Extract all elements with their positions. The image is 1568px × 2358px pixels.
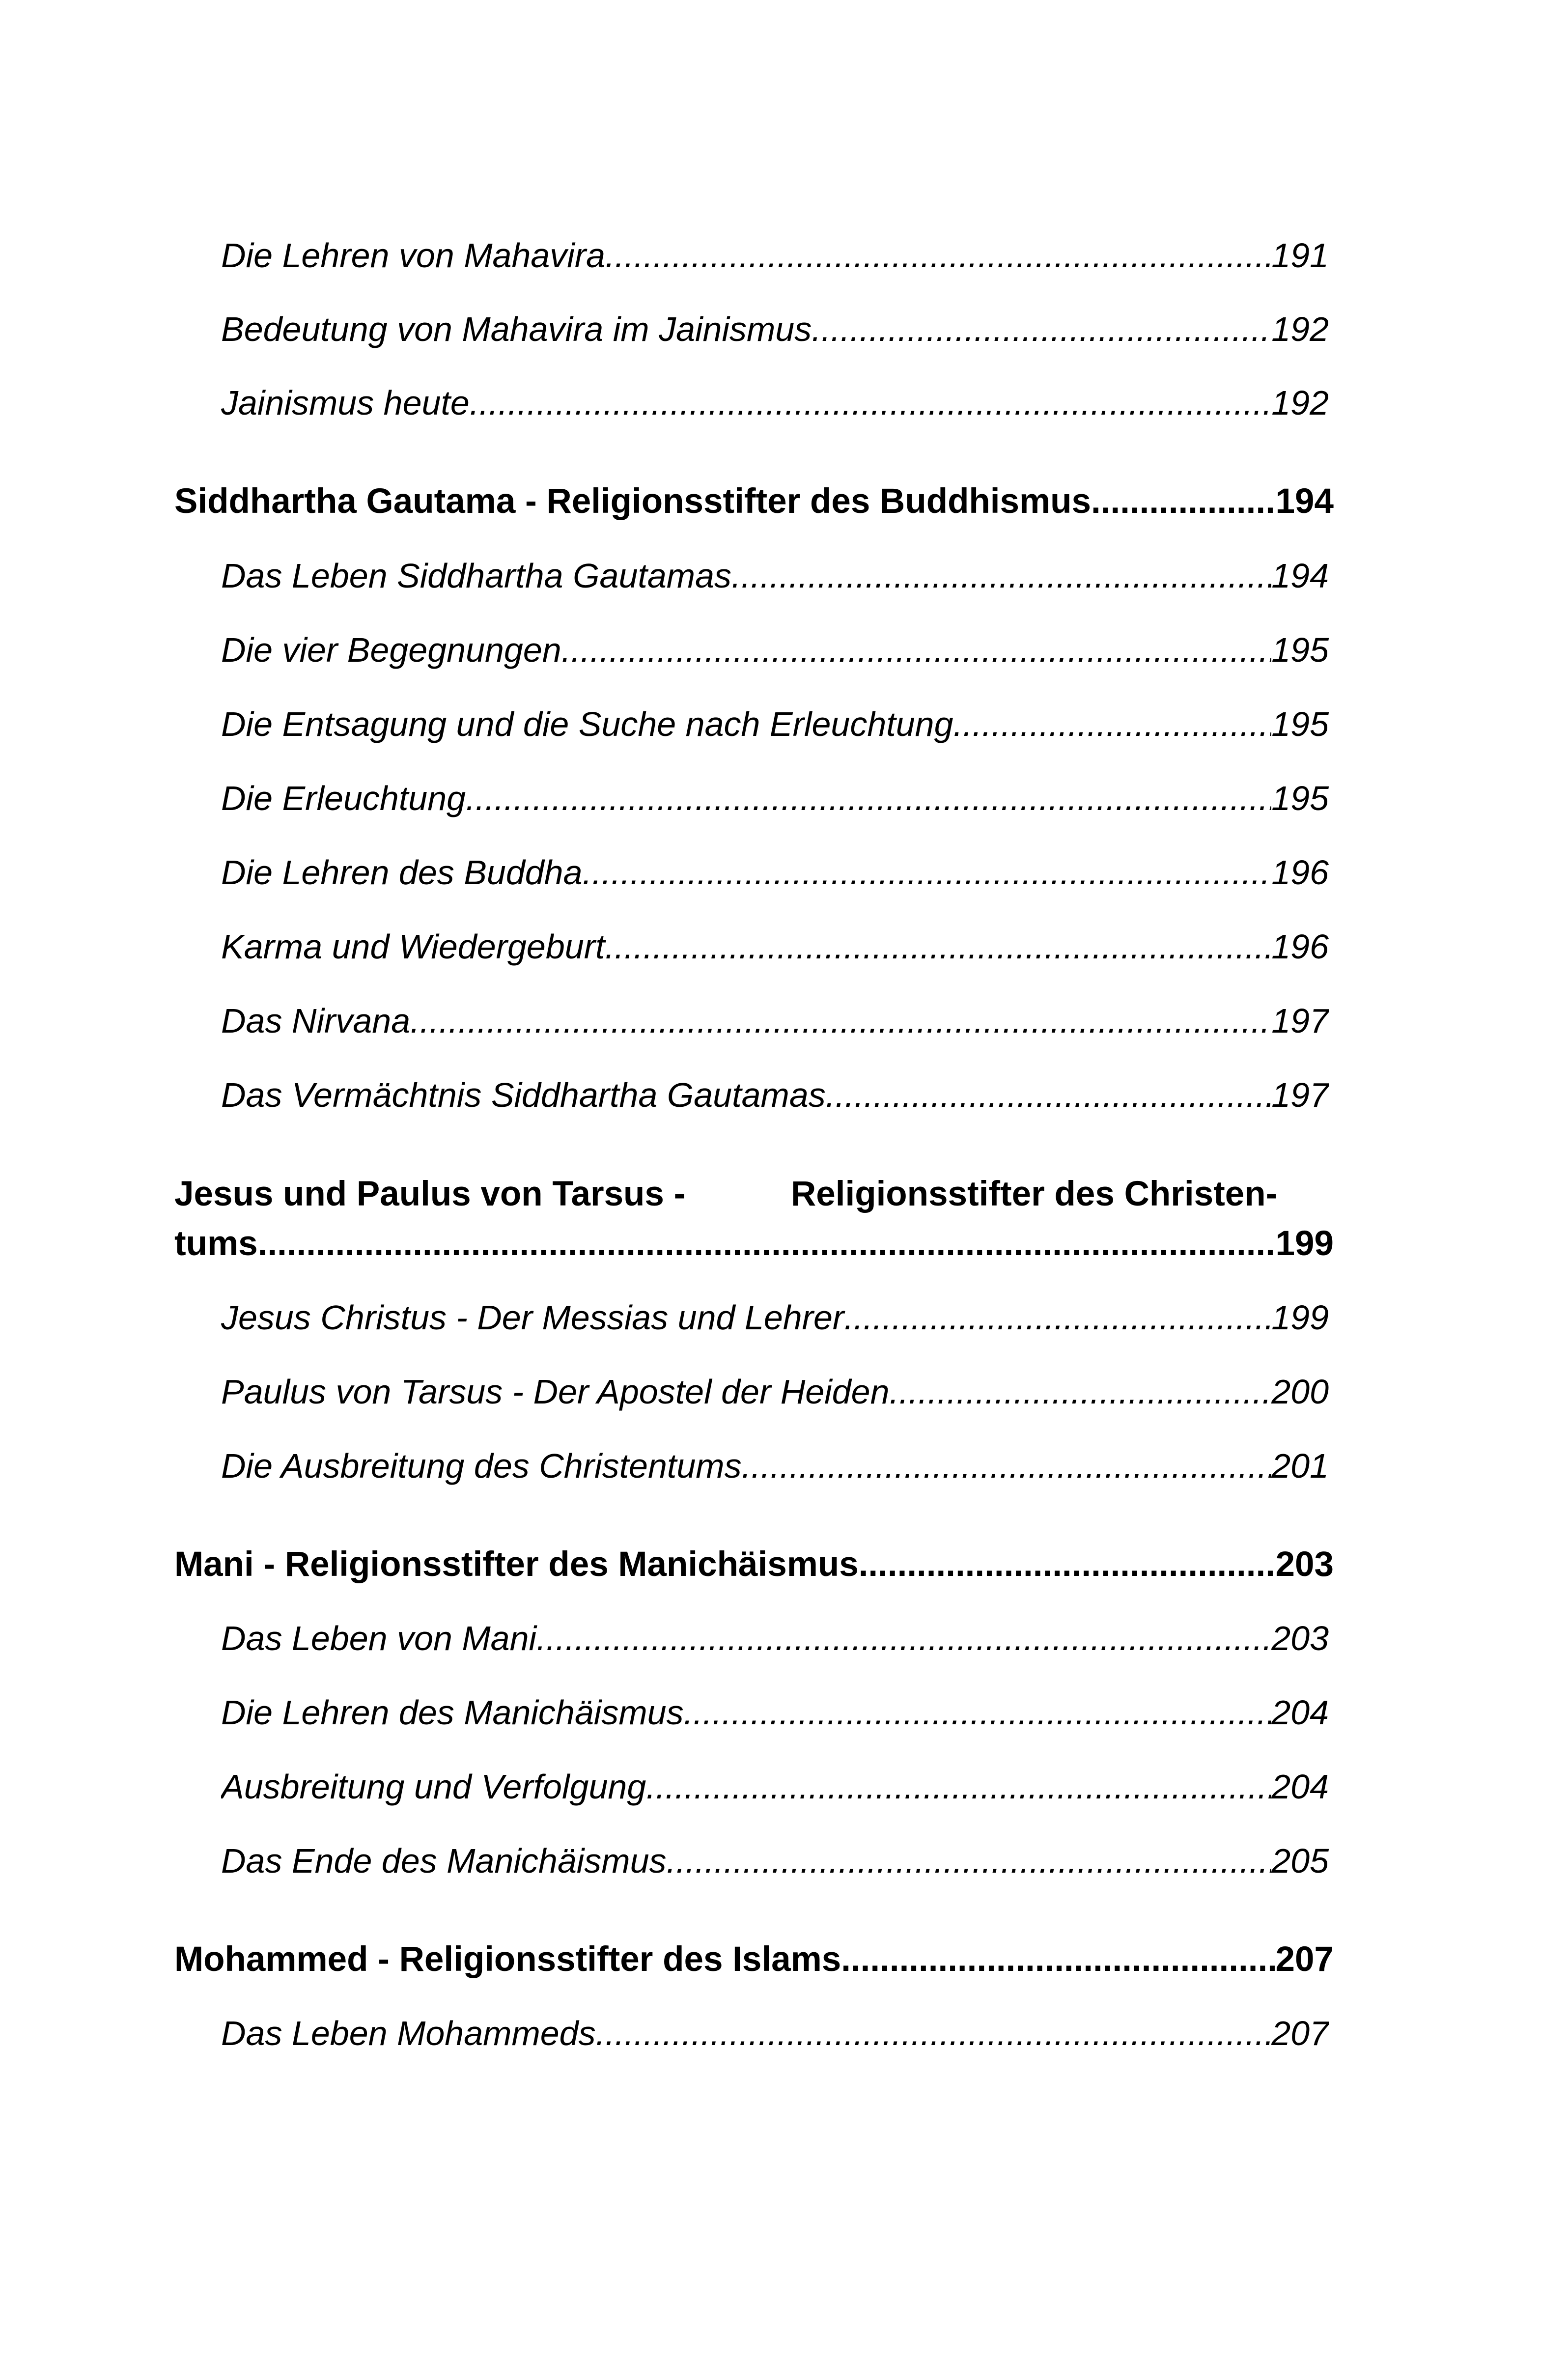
toc-entry-title: Die Lehren des Buddha [221,853,583,892]
toc-entry-title: Paulus von Tarsus - Der Apostel der Heiden [221,1373,890,1411]
toc-chapter [174,1223,1334,1264]
toc-entry-title: Ausbreitung und Verfolgung [221,1768,646,1806]
toc-chapter-title-part: Religionsstifter des Christen- [791,1175,1278,1213]
dot-leader [841,1938,1275,1980]
toc-page-number: 194 [1271,557,1329,595]
toc-chapter-first-line [174,1173,1334,1215]
dot-leader [466,778,1271,819]
toc-chapter [174,1938,1334,1980]
dot-leader [859,1544,1276,1585]
toc-entry-title: Jesus Christus - Der Messias und Lehrer [221,1298,844,1337]
toc-entry [221,2013,1329,2054]
toc-page-number: 207 [1275,1940,1334,1979]
toc-chapter [174,1544,1334,1585]
toc-entry [221,235,1329,276]
toc-page-number: 207 [1271,2014,1329,2052]
toc-chapter-title-part: Jesus und Paulus von Tarsus - [174,1175,686,1213]
toc-page-number: 204 [1271,1693,1329,1732]
toc-entry [221,1618,1329,1659]
dot-leader [605,235,1271,276]
toc-page-number: 196 [1271,853,1329,892]
toc-page-number: 191 [1271,236,1329,275]
toc-entry-title: Bedeutung von Mahavira im Jainismus [221,310,812,348]
dot-leader [470,382,1271,423]
toc-page-number: 192 [1271,310,1329,348]
toc-entry-title: Die vier Begegnungen [221,631,561,669]
toc-entry [221,926,1329,967]
dot-leader [684,1692,1272,1733]
dot-leader [667,1840,1272,1881]
toc-chapter-title: Mohammed - Religionsstifter des Islams [174,1940,841,1979]
toc-chapter [174,480,1334,522]
toc-entry-title: Das Vermächtnis Siddhartha Gautamas [221,1076,826,1114]
toc-page-number: 197 [1271,1002,1329,1040]
toc-entry-title: Das Nirvana [221,1002,411,1040]
dot-leader [605,926,1271,967]
toc-entry-title: Die Erleuchtung [221,779,466,817]
toc-entry [221,703,1329,745]
toc-entry-title: Jainismus heute [221,384,470,422]
toc-page-number: 204 [1271,1768,1329,1806]
toc-entry-title: Die Lehren des Manichäismus [221,1693,684,1732]
toc-page-number: 201 [1271,1447,1329,1485]
toc-chapter-title: Siddhartha Gautama - Religionsstifter des Buddhismus [174,482,1092,521]
toc-entry-title: Die Ausbreitung des Christentums [221,1447,742,1485]
dot-leader [844,1297,1271,1338]
toc-entry [221,309,1329,350]
dot-leader [890,1371,1272,1412]
toc-entry [221,382,1329,423]
toc-page-number: 199 [1275,1224,1334,1263]
toc-entry-title: Das Ende des Manichäismus [221,1842,667,1880]
toc-page-number: 203 [1271,1619,1329,1657]
dot-leader [812,309,1271,350]
dot-leader [953,703,1272,745]
toc-entry [221,629,1329,671]
dot-leader [596,2013,1272,2054]
toc-entry [221,555,1329,596]
dot-leader [646,1766,1271,1807]
dot-leader [742,1445,1272,1487]
dot-leader [561,629,1271,671]
toc-entry-title: Die Entsagung und die Suche nach Erleuchtung [221,705,953,743]
dot-leader [410,1000,1271,1041]
dot-leader [731,555,1271,596]
toc-entry [221,1371,1329,1412]
toc-entry [221,1000,1329,1041]
dot-leader [1091,480,1276,522]
toc-page-number: 195 [1271,705,1329,743]
dot-leader [258,1223,1276,1264]
dot-leader [826,1074,1271,1116]
toc-entry [221,1074,1329,1116]
toc-entry [221,1297,1329,1338]
toc-page-number: 195 [1271,779,1329,817]
toc-entry [221,1445,1329,1487]
toc-entry [221,778,1329,819]
toc-entry [221,1840,1329,1881]
toc-page-number: 195 [1271,631,1329,669]
toc-entry-title: Das Leben Siddhartha Gautamas [221,557,731,595]
toc-page-number: 194 [1275,482,1334,521]
toc-entry-title: Das Leben von Mani [221,1619,537,1657]
toc-page-number: 203 [1275,1545,1334,1584]
toc-entry [221,1692,1329,1733]
toc-entry [221,1766,1329,1807]
toc-chapter-title-part: tums [174,1224,258,1263]
toc-page-number: 199 [1271,1298,1329,1337]
toc-chapter-title: Mani - Religionsstifter des Manichäismus [174,1545,859,1584]
dot-leader [536,1618,1271,1659]
toc-entry-title: Karma und Wiedergeburt [221,927,605,966]
toc-entry [221,852,1329,893]
toc-entry-title: Die Lehren von Mahavira [221,236,606,275]
dot-leader [583,852,1272,893]
toc-page-number: 197 [1271,1076,1329,1114]
toc-page-number: 205 [1271,1842,1329,1880]
toc-page-number: 200 [1271,1373,1329,1411]
toc-page-number: 196 [1271,927,1329,966]
toc-entry-title: Das Leben Mohammeds [221,2014,596,2052]
toc-page-number: 192 [1271,384,1329,422]
